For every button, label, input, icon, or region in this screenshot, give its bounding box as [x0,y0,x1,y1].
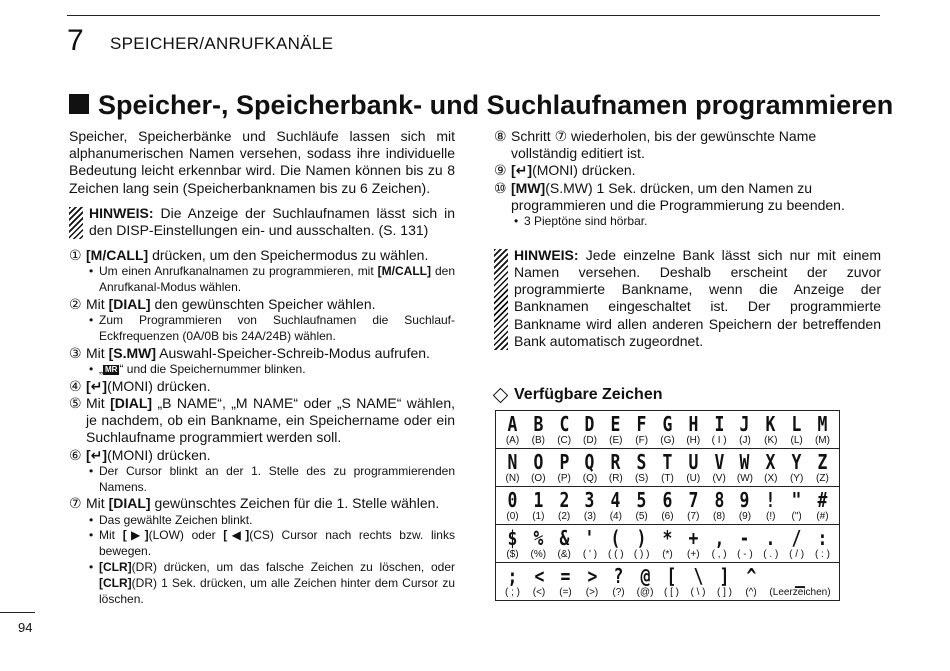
glyph-caption: ( , ) [711,549,727,561]
lcd-glyph: C [559,412,570,437]
lcd-glyph: * [662,526,673,551]
char-entry [784,413,809,447]
glyph-caption: (8) [713,511,726,523]
section-title-text: Speicher-, Speicherbank- und Suchlaufnamen programmieren [98,90,894,120]
chapter-title: SPEICHER/ANRUFKANÄLE [110,34,334,53]
lcd-glyph: P [559,450,570,475]
lcd-glyph: = [560,564,571,589]
step-text: Mit [86,495,109,512]
lcd-glyph: H [688,412,699,437]
note-text: (LOW) oder [148,528,224,543]
lcd-glyph: ] [719,564,730,589]
glyph-caption: (Y) [789,473,804,485]
hint-text: Die Anzeige der Suchlaufnamen lässt sich in den DISP-Einstellungen ein- und ausschalten. (S. 131) [89,204,455,239]
char-entry [500,413,525,447]
left-column [69,128,455,607]
lcd-glyph: 1 [533,488,544,513]
step-text: (S.MW) 1 Sek. drücken, um den Namen zu programmieren und die Programmierung zu beenden. [511,179,845,213]
lcd-glyph: A [507,412,518,437]
section-title [69,88,893,122]
char-table-cell [496,487,840,525]
char-entry [655,489,680,523]
char-table-row [496,449,840,487]
step-number: ② [69,296,82,313]
glyph-caption: (M) [814,435,830,447]
char-entry [655,527,680,561]
char-entry [810,413,835,447]
glyph-caption: ( I ) [711,435,727,447]
lcd-glyph: < [534,564,544,589]
note-text: „ [99,362,103,377]
lcd-glyph: @ [640,564,650,589]
step-9 [494,162,881,179]
key-label: [S.MW] [108,344,156,361]
glyph-caption: (P) [557,473,571,485]
step-number: ⑩ [494,179,507,196]
lcd-glyph: D [585,412,595,437]
step-10 [494,180,881,214]
chars-heading [494,386,881,403]
lcd-glyph: 6 [662,488,673,513]
step-text: gewünschtes Zeichen für die 1. Stelle wählen. [150,495,440,512]
key-label: [↵] [511,162,533,179]
key-label: [DIAL] [108,296,151,313]
char-table-cell [496,525,840,563]
lcd-glyph: E [610,412,621,437]
key-label: [MW] [511,179,546,196]
top-rule [67,15,880,16]
lcd-glyph: Z [817,450,828,475]
lcd-glyph: # [817,488,828,513]
step-text: (MONI) drücken. [107,446,211,463]
char-entry [707,451,732,485]
glyph-caption: ( . ) [763,549,779,561]
char-table-cell [496,449,840,487]
glyph-caption: (A) [505,435,520,447]
glyph-caption: (7) [687,511,700,523]
char-entry [629,451,654,485]
glyph-caption: ( ' ) [582,549,598,561]
right-column [494,128,881,601]
glyph-caption: (J) [739,435,751,447]
char-entry [681,413,706,447]
glyph-caption: (%) [530,549,547,561]
char-entry [758,489,783,523]
lcd-glyph: W [740,450,750,475]
note-text: Mit [99,528,123,543]
glyph-caption: ( ; ) [505,587,520,599]
steps-left [69,247,455,607]
char-entry [577,451,602,485]
char-entry [577,413,602,447]
lcd-glyph: G [662,412,673,437]
char-entry [758,413,783,447]
glyph-caption: ( : ) [814,549,830,561]
glyph-caption: ( ) ) [633,549,650,561]
glyph-caption: (") [791,511,802,523]
glyph-caption: (5) [635,511,648,523]
lcd-glyph: T [662,450,673,475]
lcd-glyph: N [507,450,518,475]
char-entry [500,565,525,599]
char-entry [526,451,551,485]
char-row-items [496,449,839,486]
glyph-caption: (^) [745,587,757,599]
note-text: (CS) Cursor nach rechts bzw. links bewegen. [99,528,455,559]
chapter-number: 7 [67,24,84,57]
key-label: [M/CALL] [377,264,431,279]
glyph-caption: (0) [506,511,519,523]
page-number: 94 [18,620,33,635]
char-entry [784,489,809,523]
char-entry [810,489,835,523]
char-entry [552,489,577,523]
step-text: Mit [86,296,109,313]
char-table-cell [496,411,840,449]
step-7 [69,495,455,512]
lcd-glyph: - [740,526,750,551]
lcd-glyph: \ [693,564,703,589]
char-entry [655,451,680,485]
char-entry [758,451,783,485]
step-4 [69,378,455,395]
char-entry [629,527,654,561]
char-entry [552,413,577,447]
key-label: [DIAL] [108,495,151,512]
step-text: Mit [86,344,109,361]
char-table-row [496,525,840,563]
glyph-caption: ( ( ) [608,549,624,561]
key-label: [CLR] [99,575,132,590]
step-text: den gewünschten Speicher wählen. [150,296,376,313]
step-10-note: • 3 Pieptöne sind hörbar. [494,214,881,230]
char-entry [606,565,631,599]
char-entry [526,527,551,561]
glyph-caption: ($) [506,549,519,561]
char-table-row [496,563,840,601]
hint-stripe-icon [69,207,83,239]
char-entry [784,527,809,561]
lcd-glyph: 8 [714,488,725,513]
lcd-glyph: V [714,450,725,475]
lcd-glyph: 3 [585,488,595,513]
lcd-glyph: $ [507,526,518,551]
char-table-row [496,411,840,449]
step-number: ③ [69,344,82,361]
glyph-caption: (!) [766,511,776,523]
char-entry [552,451,577,485]
char-entry [758,527,783,561]
glyph-caption: (N) [505,473,520,485]
glyph-caption: (Leerzeichen) [769,587,831,599]
char-entry [732,527,757,561]
glyph-caption: (S) [634,473,649,485]
glyph-caption: (Z) [816,473,829,485]
char-entry [810,527,835,561]
glyph-caption: (B) [531,435,545,447]
lcd-glyph: Q [585,450,595,475]
key-label: [↵] [86,446,108,463]
mr-indicator-icon: MR [105,365,118,375]
step-2 [69,296,455,313]
hint-stripe-icon [494,249,508,350]
step-number: ⑦ [69,495,82,512]
char-entry [655,413,680,447]
char-entry [681,527,706,561]
step-3-note [69,362,455,378]
lcd-glyph: : [817,526,828,551]
step-7-note-1: • Das gewählte Zeichen blinkt. [69,513,455,529]
glyph-caption: (F) [635,435,649,447]
lcd-glyph: X [765,450,776,475]
glyph-caption: (H) [686,435,701,447]
char-entry [686,565,711,599]
lcd-glyph: I [714,412,725,437]
char-table-cell [496,563,840,601]
glyph-caption: (C) [557,435,572,447]
glyph-caption: ( - ) [737,549,753,561]
step-text: „B NAME“, „M NAME“ oder „S NAME“ wählen, je nachdem, ob ein Bankname, ein Speichername oder ein Suchlaufname programmiert werden soll. [86,395,455,446]
lcd-glyph: ' [585,526,595,551]
step-number: ⑧ [494,128,507,144]
lcd-glyph: B [533,412,544,437]
key-label: [DIAL] [110,395,153,412]
lcd-glyph: + [688,526,699,551]
hint-text: Jede einzelne Bank lässt sich nur mit einem Namen versehen. Deshalb erscheint der zuvor programmierte Bankname, wenn die Anzeige der Banknamen eingeschaltet ist. Der programmierte Bankname wird allen anderen Speichern der betreffenden Bank automatisch zugeordnet. [514,246,881,349]
glyph-caption: (1) [532,511,545,523]
glyph-caption: (>) [585,587,599,599]
intro-paragraph: Speicher, Speicherbänke und Suchläufe lassen sich mit alphanumerischen Namen versehen, sodass ihre individuelle Bedeutung leicht erkennbar wird. Die Namen können bis zu 8 Zeichen lang sein (Speicherbanknamen bis zu 6 Zeichen). [69,128,455,196]
step-text: Auswahl-Speicher-Schreib-Modus aufrufen. [156,344,430,361]
chars-heading-text: Verfügbare Zeichen [514,386,663,404]
step-6-note: • Der Cursor blinkt an der 1. Stelle des zu programmierenden Namens. [69,464,455,496]
lcd-glyph: / [791,526,802,551]
step-number: ① [69,247,82,264]
step-number: ⑥ [69,446,82,463]
step-number: ④ [69,377,82,394]
char-entry [732,451,757,485]
square-bullet-icon [69,94,89,114]
step-7-note-2 [69,528,455,560]
char-entry [577,527,602,561]
char-entry [500,451,525,485]
glyph-caption: (X) [764,473,778,485]
step-text: (MONI) drücken. [532,162,636,179]
lcd-glyph: ) [636,526,647,551]
char-entry [712,565,737,599]
note-text: (DR) drücken, um das falsche Zeichen zu löschen, oder [131,560,455,575]
glyph-caption: (G) [660,435,675,447]
lcd-glyph: ? [613,564,624,589]
char-entry [765,565,835,599]
lcd-glyph: ! [765,488,776,513]
char-entry [681,451,706,485]
char-entry [784,451,809,485]
diamond-icon [493,388,509,404]
char-entry [732,489,757,523]
step-text: Mit [86,395,111,412]
lcd-glyph: & [559,526,570,551]
char-entry [552,527,577,561]
lcd-glyph: K [765,412,776,437]
lcd-glyph: [ [666,564,677,589]
note-text: den Anrufkanal-Modus wählen. [99,264,456,295]
char-entry [603,451,628,485]
char-entry [603,413,628,447]
char-entry [659,565,684,599]
glyph-caption: (#) [816,511,829,523]
glyph-caption: (9) [738,511,752,523]
char-entry [629,413,654,447]
glyph-caption: (6) [661,511,674,523]
lcd-glyph: ( [610,526,621,551]
glyph-caption: (U) [686,473,701,485]
step-text: (MONI) drücken. [107,377,211,394]
hint-box-1 [69,205,455,239]
lcd-glyph: 2 [559,488,570,513]
char-entry [577,489,602,523]
glyph-caption: ( \ ) [690,587,706,599]
key-label: [CLR] [99,560,132,575]
glyph-caption: (R) [608,473,623,485]
lcd-glyph: M [817,412,828,437]
step-2-note: • Zum Programmieren von Suchlaufnamen die Suchlauf-Eckfrequenzen (0A/0B bis 24A/24B) wählen. [69,313,455,345]
char-row-items [496,411,839,448]
glyph-caption: (=) [559,587,572,599]
step-text: Schritt ⑦ wiederholen, bis der gewünschte Name vollständig editiert ist. [511,128,817,162]
lcd-glyph: 5 [636,488,647,513]
step-1 [69,247,455,264]
lcd-glyph: " [791,488,802,513]
lcd-glyph: _ [795,564,805,589]
lcd-glyph: F [636,412,647,437]
char-entry [629,489,654,523]
char-entry [500,527,525,561]
glyph-caption: (W) [736,473,753,485]
note-text: “ und die Speichernummer blinken. [119,362,306,377]
char-table-row [496,487,840,525]
glyph-caption: (@) [636,587,654,599]
char-entry [739,565,764,599]
step-5 [69,395,455,447]
key-label: [M/CALL] [86,247,149,264]
glyph-caption: (*) [662,549,673,561]
page-rule [0,612,35,613]
glyph-caption: ( / ) [789,549,805,561]
char-entry [603,489,628,523]
lcd-glyph: S [636,450,647,475]
glyph-caption: (D) [583,435,597,447]
character-table [495,410,840,601]
lcd-glyph: ; [507,564,518,589]
glyph-caption: ( ] ) [717,587,732,599]
lcd-glyph: J [740,412,750,437]
char-entry [633,565,658,599]
char-entry [707,527,732,561]
char-entry [527,565,552,599]
char-entry [526,489,551,523]
char-entry [681,489,706,523]
lcd-glyph: % [533,526,544,551]
lcd-glyph: U [688,450,699,475]
key-label: [▶] [122,528,149,543]
hint-box-2 [494,247,881,350]
note-text: Um einen Anrufkanalnamen zu programmieren, mit [99,264,378,279]
key-label: [◀] [223,528,250,543]
lcd-glyph: . [765,526,776,551]
glyph-caption: ( [ ) [664,587,679,599]
glyph-caption: (<) [532,587,546,599]
glyph-caption: (3) [583,511,597,523]
glyph-caption: (O) [531,473,546,485]
lcd-glyph: R [610,450,621,475]
step-1-note [69,264,455,296]
lcd-glyph: 0 [507,488,518,513]
lcd-glyph: > [587,564,597,589]
glyph-caption: (L) [790,435,803,447]
lcd-glyph: O [533,450,544,475]
char-row-items [496,525,839,562]
char-row-items [496,487,839,524]
step-3 [69,345,455,362]
glyph-caption: (&) [557,549,571,561]
char-entry [500,489,525,523]
char-entry [603,527,628,561]
lcd-glyph: 9 [740,488,750,513]
hint-label: HINWEIS: [89,204,154,221]
glyph-caption: (K) [764,435,778,447]
lcd-glyph: 4 [610,488,621,513]
char-entry [553,565,578,599]
hint-label: HINWEIS: [514,246,579,263]
note-text: (DR) 1 Sek. drücken, um alle Zeichen hinter dem Cursor zu löschen. [99,575,455,606]
lcd-glyph: 7 [688,488,699,513]
step-number: ⑤ [69,395,82,412]
char-entry [580,565,605,599]
char-entry [732,413,757,447]
lcd-glyph: ^ [746,564,756,589]
glyph-caption: (2) [558,511,571,523]
char-entry [810,451,835,485]
glyph-caption: (+) [687,549,700,561]
key-label: [↵] [86,377,108,394]
lcd-glyph: , [714,526,725,551]
glyph-caption: (4) [609,511,622,523]
char-row-items [496,563,839,600]
char-entry [707,413,732,447]
step-7-note-3 [69,560,455,607]
glyph-caption: (T) [661,473,674,485]
lcd-glyph: Y [791,450,802,475]
lcd-glyph: L [791,412,802,437]
char-entry [707,489,732,523]
step-number: ⑨ [494,162,507,179]
step-8 [494,128,881,162]
glyph-caption: (V) [712,473,726,485]
glyph-caption: (?) [612,587,625,599]
glyph-caption: (Q) [582,473,598,485]
step-text: drücken, um den Speichermodus zu wählen. [148,247,429,264]
step-6 [69,447,455,464]
glyph-caption: (E) [609,435,623,447]
char-entry [526,413,551,447]
